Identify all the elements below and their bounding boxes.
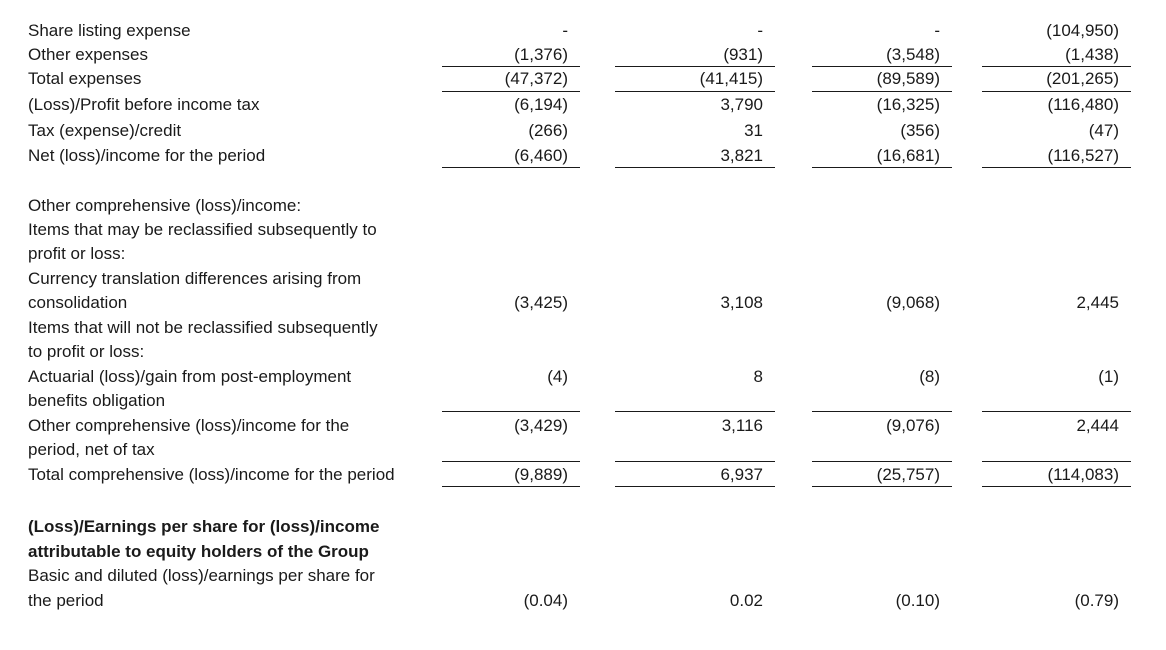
total-expenses-rule-col1 [442, 91, 580, 92]
row-label-total-comprehensive-income: Total comprehensive (loss)/income for the period [28, 465, 395, 484]
value-actuarial-col4: (1) [1098, 367, 1119, 386]
value-profit-before-tax-col1: (6,194) [514, 95, 568, 114]
row-label-tax: Tax (expense)/credit [28, 121, 182, 140]
row-label-oci-total-line1: Other comprehensive (loss)/income for the [28, 416, 350, 435]
value-currency-translation-col1: (3,425) [514, 293, 568, 312]
value-net-income-col4: (116,527) [1047, 146, 1119, 165]
row-label-actuarial-line1: Actuarial (loss)/gain from post-employment [28, 367, 352, 386]
row-label-actuarial-line2: benefits obligation [28, 391, 166, 410]
oci-reclass-heading-line1: Items that may be reclassified subsequently to [28, 220, 377, 239]
value-total-expenses-col3: (89,589) [876, 69, 940, 88]
eps-heading-line2: attributable to equity holders of the Group [28, 542, 369, 561]
row-label-profit-before-tax: (Loss)/Profit before income tax [28, 95, 260, 114]
value-eps-col4: (0.79) [1074, 591, 1119, 610]
value-tax-col2: 31 [744, 121, 763, 140]
value-net-income-col1: (6,460) [514, 146, 568, 165]
value-share-listing-expense-col4: (104,950) [1046, 21, 1119, 40]
row-label-currency-translation-line1: Currency translation differences arising from [28, 269, 362, 288]
value-currency-translation-col3: (9,068) [886, 293, 940, 312]
tci-rule-bottom-col3 [812, 486, 952, 487]
row-label-net-income: Net (loss)/income for the period [28, 146, 266, 165]
total-expenses-rule-col4 [982, 91, 1131, 92]
value-total-expenses-col1: (47,372) [504, 69, 568, 88]
net-income-rule-col1 [442, 167, 580, 168]
tci-rule-bottom-col1 [442, 486, 580, 487]
eps-heading-line1: (Loss)/Earnings per share for (loss)/income [28, 517, 380, 536]
oci-reclass-heading-line2: profit or loss: [28, 244, 126, 263]
oci-noreclass-heading-line2: to profit or loss: [28, 342, 145, 361]
value-tci-col4: (114,083) [1047, 465, 1119, 484]
value-other-expenses-col4: (1,438) [1065, 45, 1119, 64]
value-tax-col4: (47) [1088, 121, 1119, 140]
tci-rule-top-col3 [812, 461, 952, 462]
value-actuarial-col1: (4) [547, 367, 568, 386]
oci-noreclass-heading-line1: Items that will not be reclassified subsequently [28, 318, 378, 337]
value-oci-total-col1: (3,429) [514, 416, 568, 435]
net-income-rule-col3 [812, 167, 952, 168]
value-tax-col1: (266) [528, 121, 568, 140]
row-label-oci-total-line2: period, net of tax [28, 440, 155, 459]
value-profit-before-tax-col3: (16,325) [876, 95, 940, 114]
tci-rule-top-col2 [615, 461, 775, 462]
value-other-expenses-col2: (931) [723, 45, 763, 64]
value-tci-col2: 6,937 [720, 465, 763, 484]
net-income-rule-col4 [982, 167, 1131, 168]
value-net-income-col2: 3,821 [720, 146, 763, 165]
value-total-expenses-col4: (201,265) [1046, 69, 1119, 88]
value-actuarial-col3: (8) [919, 367, 940, 386]
value-tci-col3: (25,757) [876, 465, 940, 484]
total-expenses-rule-col3 [812, 91, 952, 92]
row-label-currency-translation-line2: consolidation [28, 293, 128, 312]
value-other-expenses-col3: (3,548) [886, 45, 940, 64]
row-label-other-expenses: Other expenses [28, 45, 149, 64]
value-eps-col2: 0.02 [729, 591, 763, 610]
value-eps-col1: (0.04) [523, 591, 568, 610]
tci-rule-bottom-col4 [982, 486, 1131, 487]
value-oci-total-col3: (9,076) [886, 416, 940, 435]
tci-rule-top-col1 [442, 461, 580, 462]
value-tci-col1: (9,889) [514, 465, 568, 484]
value-eps-col3: (0.10) [895, 591, 940, 610]
value-profit-before-tax-col2: 3,790 [720, 95, 763, 114]
value-share-listing-expense-col2: - [757, 21, 763, 40]
row-label-total-expenses: Total expenses [28, 69, 142, 88]
value-net-income-col3: (16,681) [876, 146, 940, 165]
oci-subtotal-rule-col4 [982, 411, 1131, 412]
value-tax-col3: (356) [900, 121, 940, 140]
row-label-eps-line2: the period [28, 591, 104, 610]
net-income-rule-col2 [615, 167, 775, 168]
total-expenses-rule-col2 [615, 91, 775, 92]
oci-subtotal-rule-col1 [442, 411, 580, 412]
value-total-expenses-col2: (41,415) [699, 69, 763, 88]
row-label-share-listing-expense: Share listing expense [28, 21, 191, 40]
tci-rule-top-col4 [982, 461, 1131, 462]
value-currency-translation-col2: 3,108 [720, 293, 763, 312]
tci-rule-bottom-col2 [615, 486, 775, 487]
value-oci-total-col4: 2,444 [1076, 416, 1119, 435]
value-share-listing-expense-col1: - [562, 21, 568, 40]
row-label-eps-line1: Basic and diluted (loss)/earnings per share for [28, 566, 375, 585]
value-actuarial-col2: 8 [753, 367, 763, 386]
value-currency-translation-col4: 2,445 [1076, 293, 1119, 312]
value-share-listing-expense-col3: - [934, 21, 940, 40]
oci-subtotal-rule-col3 [812, 411, 952, 412]
value-profit-before-tax-col4: (116,480) [1047, 95, 1119, 114]
oci-heading: Other comprehensive (loss)/income: [28, 196, 302, 215]
value-oci-total-col2: 3,116 [721, 416, 763, 435]
oci-subtotal-rule-col2 [615, 411, 775, 412]
value-other-expenses-col1: (1,376) [514, 45, 568, 64]
